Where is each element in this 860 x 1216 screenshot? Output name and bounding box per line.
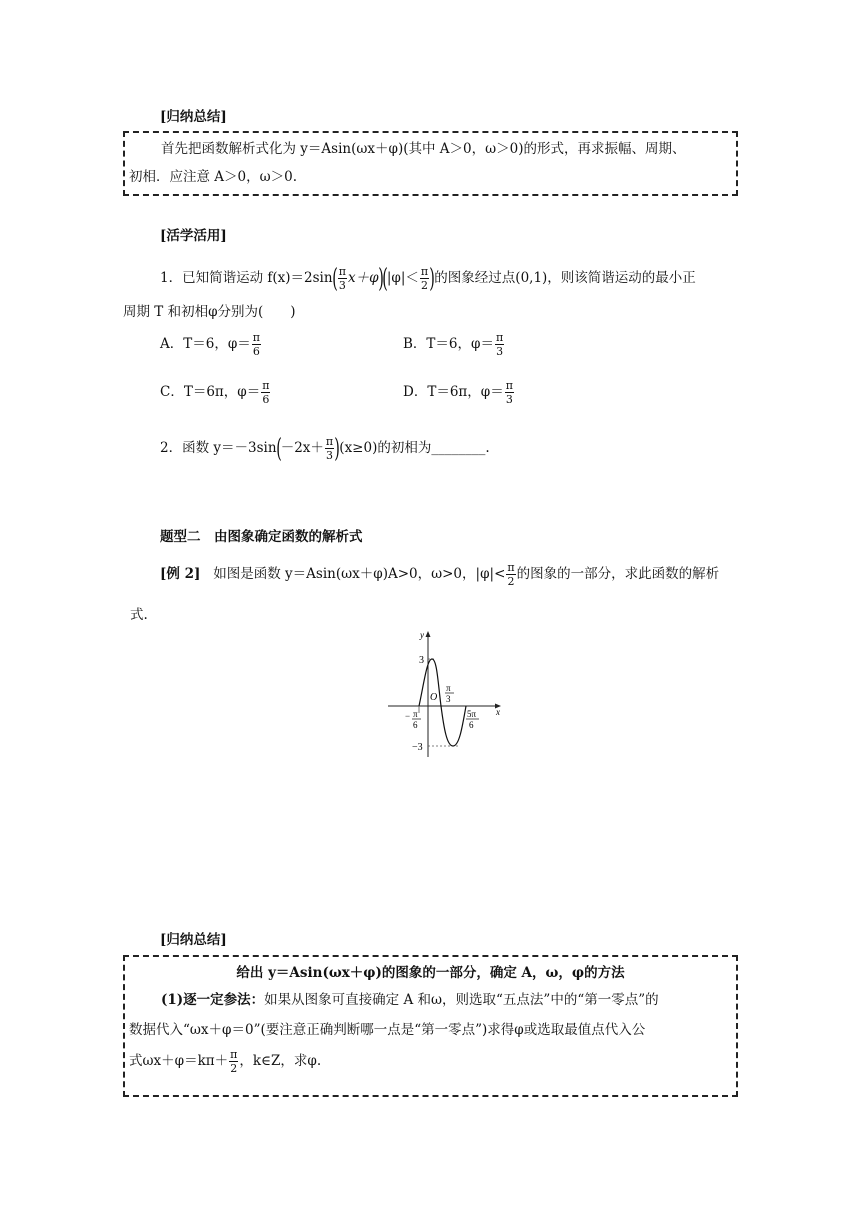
q1-prefix: 1．已知简谐运动 f(x)＝2sin [160,270,333,286]
option-c-label: C．T＝6π，φ＝ [160,384,261,400]
example-label: [例 2] [160,566,201,582]
option-c [160,380,271,405]
question-2 [160,425,490,471]
option-b-frac: $\frac{\pi}{3}$ [495,331,504,358]
y-axis-arrow-icon [426,631,431,637]
tick-pi3-den: 3 [446,694,451,704]
left-paren-icon: ( [381,263,388,294]
q2-frac: $\frac{\pi}{3}$ [325,435,334,462]
q1-frac-pi-2: $\frac{\pi}{2}$ [420,265,429,292]
y-max-label: 3 [419,655,424,666]
sine-curve [419,659,466,746]
q1-condition: |φ|＜ [386,270,419,286]
right-paren-icon: ) [377,263,384,294]
summary-box-2-title: 给出 y＝Asin(ωx＋φ)的图象的一部分，确定 A，ω，φ的方法 [236,965,625,981]
tick-pi3-num: π [446,683,451,693]
method-1-label: (1)逐一定参法： [161,992,265,1008]
sine-graph [380,625,510,760]
q2-prefix: 2．函数 y＝－3sin [160,440,277,456]
method-1-text1: 如果从图象可直接确定 A 和ω，则选取“五点法”中的“第一零点”的 [264,992,659,1008]
tick-5pi6-den: 6 [469,720,474,730]
tick-5pi6-num: 5π [467,709,477,719]
q1-frac-pi-3: $\frac{\pi}{3}$ [338,265,346,292]
option-d-label: D．T＝6π，φ＝ [403,384,504,400]
option-a-label: A．T＝6，φ＝ [160,336,251,352]
left-paren-icon: ( [331,263,338,294]
example-2-line2: 式. [130,607,148,623]
summary-box-2-line2: 数据代入“ωx＋φ＝0”(要注意正确判断哪一点是“第一零点”)求得φ或选取最值点代入公 [129,1022,646,1038]
option-c-frac: $\frac{\pi}{6}$ [262,379,270,406]
summary-heading-1: [归纳总结] [160,109,227,125]
question-1-line1 [160,255,696,301]
q1-suffix: 的图象经过点(0,1)，则该简谐运动的最小正 [434,270,696,286]
method-1-frac: $\frac{\pi}{2}$ [230,1048,238,1075]
summary-heading-2: [归纳总结] [160,932,227,948]
right-paren-icon: ) [334,433,341,464]
example-2-line1 [160,556,719,592]
summary-box-2 [123,955,738,1097]
summary-box-1-line2: 初相．应注意 A＞0，ω＞0. [129,169,298,185]
summary-box-2-line1 [161,988,659,1008]
q1-inner: x＋φ [347,270,379,286]
practice-heading: [活学活用] [160,228,227,244]
option-d-frac: $\frac{\pi}{3}$ [505,379,513,406]
topic-title: 题型二 由图象确定函数的解析式 [160,529,363,545]
summary-box-2-line3 [129,1043,321,1079]
method-1-text3-suffix: ，k∈Z，求φ. [239,1053,322,1069]
method-1-text3-prefix: 式ωx＋φ＝kπ＋ [129,1053,229,1069]
example-frac: $\frac{\pi}{2}$ [507,561,515,588]
q2-suffix: (x≥0)的初相为________. [339,440,490,456]
right-paren-icon: ) [429,263,436,294]
example-text: 如图是函数 y＝Asin(ωx＋φ)A>0，ω>0，|φ|< [213,566,506,582]
option-b-label: B．T＝6，φ＝ [403,336,494,352]
y-axis-label: y [420,630,424,640]
example-suffix: 的图象的一部分，求此函数的解析 [516,566,720,582]
summary-box-1 [123,131,738,196]
tick-neg-pi6-den: 6 [413,720,418,730]
option-a [160,332,262,357]
tick-neg-pi6-num: π [413,709,418,719]
y-min-label: −3 [412,742,423,753]
option-a-frac: $\frac{\pi}{6}$ [252,331,261,358]
option-d [403,380,515,405]
summary-box-1-line1: 首先把函数解析式化为 y＝Asin(ωx＋φ)(其中 A＞0，ω＞0)的形式，再求振幅、周期、 [161,141,686,157]
x-axis-label: x [496,707,500,717]
q2-inner: －2x＋ [280,440,324,456]
origin-label: O [430,692,438,703]
option-b [403,332,505,357]
question-1-line2: 周期 T 和初相φ分别为( ) [123,304,296,320]
left-paren-icon: ( [275,433,282,464]
tick-neg-sign: − [405,711,411,721]
